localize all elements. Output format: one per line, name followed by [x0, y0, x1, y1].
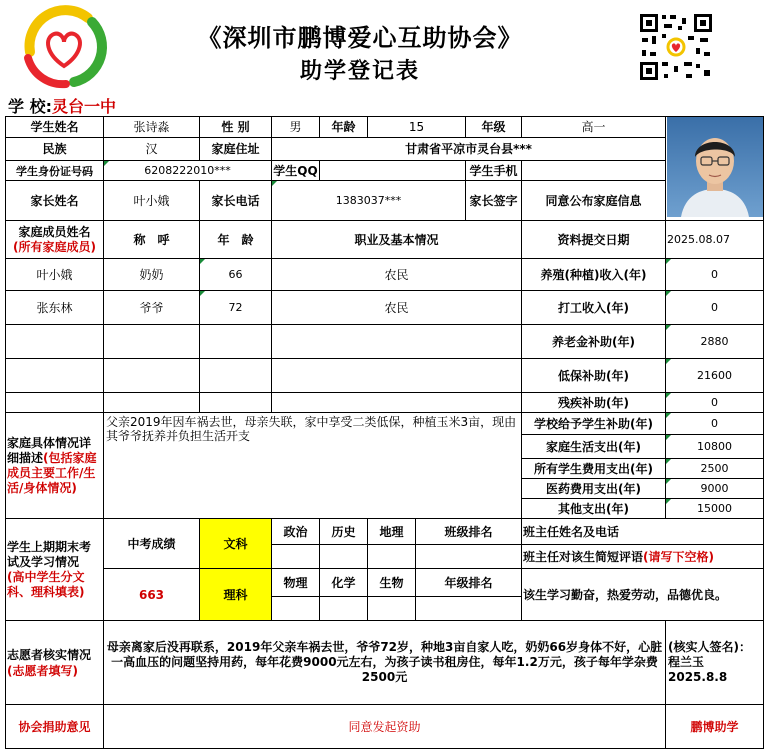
teacher-comment[interactable]: 该生学习勤奋，热爱劳动，品德优良。 — [522, 569, 764, 621]
finance-label-8: 医药费用支出(年) — [522, 479, 666, 499]
finance-label-4: 残疾补助(年) — [522, 393, 666, 413]
student-phone-value[interactable] — [522, 160, 666, 181]
exam-score[interactable]: 663 — [104, 569, 200, 621]
finance-label-1: 打工收入(年) — [522, 291, 666, 325]
arts-score-1[interactable] — [320, 545, 368, 569]
science-label: 理科 — [200, 569, 272, 621]
volunteer-text[interactable]: 母亲离家后没再联系，2019年父亲车祸去世，爷爷72岁，种地3亩自家人吃，奶奶66岁身体不好，心脏一高血压的问题坚持用药，每年花费9000元左右，为孩子读书租房住，每年1.2万元，孩子每年学杂费2500元 — [104, 621, 666, 705]
member-4-job[interactable] — [272, 359, 522, 393]
member-5-name[interactable] — [6, 393, 104, 413]
member-1-relation[interactable]: 奶奶 — [104, 259, 200, 291]
registration-table — [5, 116, 764, 749]
volunteer-label — [6, 621, 104, 705]
grade-rank-label: 年级排名 — [416, 569, 522, 597]
arts-subject-0: 政治 — [272, 519, 320, 545]
finance-value-4[interactable]: 0 — [666, 393, 764, 413]
age-label: 年龄 — [320, 117, 368, 138]
volunteer-label-text: 志愿者核实情况 — [7, 647, 92, 662]
member-1-age[interactable]: 66 — [200, 259, 272, 291]
ethnicity-label: 民族 — [6, 137, 104, 160]
finance-value-3[interactable]: 21600 — [666, 359, 764, 393]
qr-code-icon — [638, 12, 714, 82]
parent-sign-label: 家长签字 — [466, 181, 522, 221]
member-3-name[interactable] — [6, 325, 104, 359]
address-value[interactable]: 甘肃省平凉市灵台县*** — [272, 137, 666, 160]
comment-label — [522, 545, 764, 569]
family-desc-label-note: (包括家庭成员主要工作/生活/身体情况) — [7, 450, 97, 495]
members-age-header: 年 龄 — [200, 221, 272, 259]
finance-value-5[interactable]: 0 — [666, 413, 764, 435]
members-relation-header: 称 呼 — [104, 221, 200, 259]
study-label-note: (高中学生分文科、理科填表) — [7, 569, 85, 599]
form-subtitle: 助学登记表 — [299, 58, 420, 84]
member-5-relation[interactable] — [104, 393, 200, 413]
science-score-2[interactable] — [368, 597, 416, 621]
member-2-age[interactable]: 72 — [200, 291, 272, 325]
finance-value-9[interactable]: 15000 — [666, 499, 764, 519]
family-desc-label-text1: 家庭具体情况详 — [7, 435, 92, 450]
volunteer-label-note: (志愿者填写) — [7, 663, 78, 678]
finance-value-1[interactable]: 0 — [666, 291, 764, 325]
id-number-value[interactable]: 6208222010*** — [104, 160, 272, 181]
finance-value-0[interactable]: 0 — [666, 259, 764, 291]
finance-label-7: 所有学生费用支出(年) — [522, 459, 666, 479]
member-4-age[interactable] — [200, 359, 272, 393]
class-rank-label: 班级排名 — [416, 519, 522, 545]
family-desc-label-text2: 细描述 — [7, 450, 44, 465]
member-3-relation[interactable] — [104, 325, 200, 359]
parent-phone-value[interactable]: 1383037*** — [272, 181, 466, 221]
age-value[interactable]: 15 — [368, 117, 466, 138]
volunteer-checker[interactable]: (核实人签名)：程兰玉 2025.8.8 — [666, 621, 764, 705]
ethnicity-value[interactable]: 汉 — [104, 137, 200, 160]
comment-label-text: 班主任对该生简短评语 — [523, 550, 644, 564]
member-4-relation[interactable] — [104, 359, 200, 393]
family-desc-label — [6, 413, 104, 519]
parent-phone-label: 家长电话 — [200, 181, 272, 221]
parent-name-label: 家长姓名 — [6, 181, 104, 221]
member-2-name[interactable]: 张东林 — [6, 291, 104, 325]
members-name-header-text: 家庭成员姓名 — [18, 224, 91, 239]
class-rank-value[interactable] — [416, 545, 522, 569]
science-score-0[interactable] — [272, 597, 320, 621]
consent-label: 同意公布家庭信息 — [522, 181, 666, 221]
science-score-1[interactable] — [320, 597, 368, 621]
student-name-value[interactable]: 张诗淼 — [104, 117, 200, 138]
finance-label-2: 养老金补助(年) — [522, 325, 666, 359]
student-qq-value[interactable] — [320, 160, 466, 181]
finance-value-7[interactable]: 2500 — [666, 459, 764, 479]
school-line — [8, 94, 116, 117]
finance-label-3: 低保补助(年) — [522, 359, 666, 393]
student-name-label: 学生姓名 — [6, 117, 104, 138]
finance-value-6[interactable]: 10800 — [666, 435, 764, 459]
grade-value[interactable]: 高一 — [522, 117, 666, 138]
member-4-name[interactable] — [6, 359, 104, 393]
student-photo-image — [667, 117, 763, 217]
assoc-brand-text: 鹏博助学 — [690, 720, 739, 734]
student-photo — [666, 117, 764, 221]
student-qq-label: 学生QQ — [272, 160, 320, 181]
study-label-text: 学生上期期末考试及学习情况 — [7, 539, 92, 569]
finance-value-2[interactable]: 2880 — [666, 325, 764, 359]
exam-label: 中考成绩 — [104, 519, 200, 569]
submit-date-label: 资料提交日期 — [522, 221, 666, 259]
science-subject-1: 化学 — [320, 569, 368, 597]
science-subject-2: 生物 — [368, 569, 416, 597]
members-job-header: 职业及基本情况 — [272, 221, 522, 259]
school-value: 灵台一中 — [51, 97, 116, 116]
assoc-opinion-text[interactable]: 同意发起资助 — [104, 705, 666, 749]
id-number-label: 学生身份证号码 — [6, 160, 104, 181]
gender-value[interactable]: 男 — [272, 117, 320, 138]
student-phone-label: 学生手机 — [466, 160, 522, 181]
assoc-brand — [666, 705, 764, 749]
member-3-age[interactable] — [200, 325, 272, 359]
finance-label-5: 学校给予学生补助(年) — [522, 413, 666, 435]
form-header — [0, 0, 728, 92]
parent-name-value[interactable]: 叶小娥 — [104, 181, 200, 221]
submit-date-value[interactable]: 2025.08.07 — [666, 221, 764, 259]
teacher-label: 班主任姓名及电话 — [522, 519, 764, 545]
address-label: 家庭住址 — [200, 137, 272, 160]
arts-score-0[interactable] — [272, 545, 320, 569]
member-1-name[interactable]: 叶小娥 — [6, 259, 104, 291]
members-name-header-note: (所有家庭成员) — [13, 239, 96, 254]
member-5-age[interactable] — [200, 393, 272, 413]
member-1-job[interactable]: 农民 — [272, 259, 522, 291]
school-label: 学 校: — [8, 97, 52, 116]
finance-value-8[interactable]: 9000 — [666, 479, 764, 499]
finance-label-9: 其他支出(年) — [522, 499, 666, 519]
arts-label: 文科 — [200, 519, 272, 569]
member-5-job[interactable] — [272, 393, 522, 413]
arts-subject-2: 地理 — [368, 519, 416, 545]
member-2-relation[interactable]: 爷爷 — [104, 291, 200, 325]
form-title: 《深圳市鹏博爱心互助协会》 — [197, 23, 523, 52]
family-desc-text[interactable]: 父亲2019年因车祸去世，母亲失联，家中享受二类低保，种植玉米3亩，现由其爷爷抚养并负担生活开支 — [104, 413, 522, 519]
finance-label-6: 家庭生活支出(年) — [522, 435, 666, 459]
study-label — [6, 519, 104, 621]
finance-label-0: 养殖(种植)收入(年) — [522, 259, 666, 291]
member-3-job[interactable] — [272, 325, 522, 359]
science-subject-0: 物理 — [272, 569, 320, 597]
grade-rank-value[interactable] — [416, 597, 522, 621]
gender-label: 性 别 — [200, 117, 272, 138]
arts-score-2[interactable] — [368, 545, 416, 569]
comment-label-note: (请写下空格) — [643, 550, 714, 564]
members-name-header — [6, 221, 104, 259]
member-2-job[interactable]: 农民 — [272, 291, 522, 325]
assoc-opinion-label: 协会捐助意见 — [6, 705, 104, 749]
arts-subject-1: 历史 — [320, 519, 368, 545]
grade-label: 年级 — [466, 117, 522, 138]
heart-logo-icon — [22, 8, 108, 86]
